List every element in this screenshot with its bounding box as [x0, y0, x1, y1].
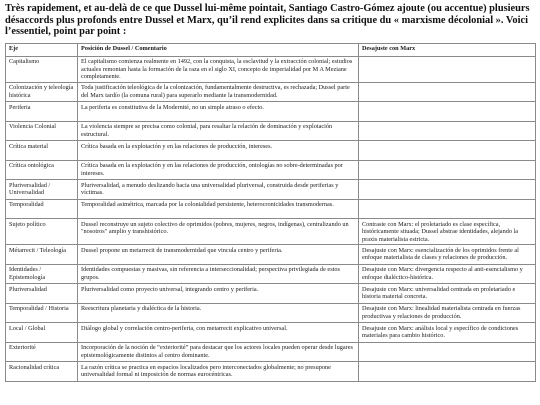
- cell-desajuste: Desajuste con Marx: universalidad centrada en proletariado e historia material concreta.: [359, 284, 536, 304]
- table-row: [6, 141, 536, 161]
- table-row: [6, 121, 536, 141]
- table-row: [6, 284, 536, 304]
- cell-eje: Pluriversalidad: [6, 284, 78, 304]
- cell-eje: Crítica ontológica: [6, 160, 78, 180]
- cell-posicion: El capitalismo comienza realmente en 1492, con la conquista, la esclavitud y la extracción colonial; estudios actuales remontan hasta la formación de la raza en el siglo XI, concepto de imperialidad por M A Meziane completamente.: [78, 56, 359, 82]
- cell-eje: Exteriorité: [6, 342, 78, 362]
- cell-posicion: Temporalidad asimétrica, marcada por la colonialidad persistente, heterocronicidades transmodernas.: [78, 199, 359, 219]
- cell-posicion: Incorporación de la noción de “exteriorité” para destacar que los actores locales pueden operar desde lugares epistemológicamente distintos al centro dominante.: [78, 342, 359, 362]
- cell-posicion: Crítica basada en la explotación y en las relaciones de producción, intereses.: [78, 141, 359, 161]
- cell-posicion: Dussel reconstruye un sujeto colectivo de oprimidos (pobres, mujeres, negros, indígenas), centralizando un "nosotros" amplio y transhistórico.: [78, 219, 359, 245]
- cell-desajuste: Desajuste con Marx: análisis local y específico de condiciones materiales para cambio histórico.: [359, 323, 536, 343]
- header-posicion: Posición de Dussel / Comentario: [78, 43, 359, 56]
- cell-desajuste: [359, 362, 536, 382]
- cell-desajuste: [359, 199, 536, 219]
- table-header-row: [6, 43, 536, 56]
- cell-posicion: Pluriversalidad, a menudo deslizando hacia una universalidad pluriversal, construida desde periferias y víctimas.: [78, 180, 359, 200]
- cell-posicion: Toda justificación teleológica de la colonización, fundamentalmente destructiva, es rechazada; Dussel parte del Marx tardío (la comuna rural) para superarlo mediante la transmodernidad.: [78, 82, 359, 102]
- cell-desajuste: [359, 56, 536, 82]
- cell-eje: Capitalismo: [6, 56, 78, 82]
- table-row: [6, 245, 536, 265]
- header-eje: Eje: [6, 43, 78, 56]
- cell-eje: Violencia Colonial: [6, 121, 78, 141]
- cell-posicion: Diálogo global y correlación centro-periferia, con metarrecit explicativo universal.: [78, 323, 359, 343]
- cell-posicion: La periferia es constitutiva de la Modernité, no un simple atraso o efecto.: [78, 102, 359, 122]
- cell-posicion: Identidades compuestas y masivas, sin referencia a interseccionalidad; perspectiva privilegiada de estos grupos.: [78, 264, 359, 284]
- cell-desajuste: [359, 102, 536, 122]
- cell-desajuste: [359, 342, 536, 362]
- cell-desajuste: [359, 141, 536, 161]
- intro-paragraph: Très rapidement, et au-delà de ce que Dussel lui-même pointait, Santiago Castro-Gómez ajoute (ou accentue) plusieurs désaccords plus profonds entre Dussel et Marx, qu’il rend explicites dans sa critique du « marxisme décolonial ». Voici l’essentiel, point par point :: [5, 3, 530, 38]
- cell-desajuste: [359, 121, 536, 141]
- cell-eje: Racionalidad crítica: [6, 362, 78, 382]
- table-row: [6, 56, 536, 82]
- cell-eje: Métarrecit / Teleología: [6, 245, 78, 265]
- cell-posicion: La razón crítica se practica en espacios localizados pero interconectados globalmente; no presupone universalidad formal ni imposición de normas eurocéntricas.: [78, 362, 359, 382]
- table-row: [6, 102, 536, 122]
- document-page: [5, 3, 535, 382]
- comparison-table: [5, 43, 536, 382]
- cell-desajuste: Desajuste con Marx: esencialización de los oprimidos frente al enfoque materialista de clases y relaciones de producción.: [359, 245, 536, 265]
- cell-eje: Identidades / Epistemología: [6, 264, 78, 284]
- cell-eje: Crítica material: [6, 141, 78, 161]
- table-row: [6, 264, 536, 284]
- cell-desajuste: [359, 82, 536, 102]
- cell-eje: Colonización y teleología histórica: [6, 82, 78, 102]
- table-row: [6, 180, 536, 200]
- table-row: [6, 303, 536, 323]
- cell-desajuste: [359, 180, 536, 200]
- cell-eje: Temporalidad: [6, 199, 78, 219]
- table-row: [6, 82, 536, 102]
- table-row: [6, 323, 536, 343]
- cell-posicion: Crítica basada en la explotación y en las relaciones de producción, ontologías no sobre-determinadas por intereses.: [78, 160, 359, 180]
- header-desajuste: Desajuste con Marx: [359, 43, 536, 56]
- table-body: [6, 56, 536, 381]
- cell-eje: Temporalidad / Historia: [6, 303, 78, 323]
- table-row: [6, 160, 536, 180]
- cell-desajuste: Contraste con Marx: el proletariado es clase específica, históricamente situada; Dussel abstrae identidades, alejando la praxis materialista estricta.: [359, 219, 536, 245]
- table-row: [6, 342, 536, 362]
- cell-eje: Pluriversalidad / Universalidad: [6, 180, 78, 200]
- table-row: [6, 362, 536, 382]
- cell-desajuste: [359, 160, 536, 180]
- cell-posicion: La violencia siempre se precisa como colonial, para resaltar la relación de dominación y explotación estructural.: [78, 121, 359, 141]
- cell-desajuste: Desajuste con Marx: divergencia respecto al anti-esencialismo y enfoque dialéctico-histórica.: [359, 264, 536, 284]
- cell-posicion: Pluriversalidad como proyecto universal, integrando centro y periferia.: [78, 284, 359, 304]
- cell-posicion: Dussel propone un metarrecit de transmodernidad que vincula centro y periferia.: [78, 245, 359, 265]
- cell-eje: Periferia: [6, 102, 78, 122]
- cell-posicion: Reescritura planetaria y dialéctica de la historia.: [78, 303, 359, 323]
- table-row: [6, 219, 536, 245]
- cell-eje: Sujeto político: [6, 219, 78, 245]
- table-row: [6, 199, 536, 219]
- cell-desajuste: Desajuste con Marx: linealidad materialista centrada en fuerzas productivas y relaciones de producción.: [359, 303, 536, 323]
- cell-eje: Local / Global: [6, 323, 78, 343]
